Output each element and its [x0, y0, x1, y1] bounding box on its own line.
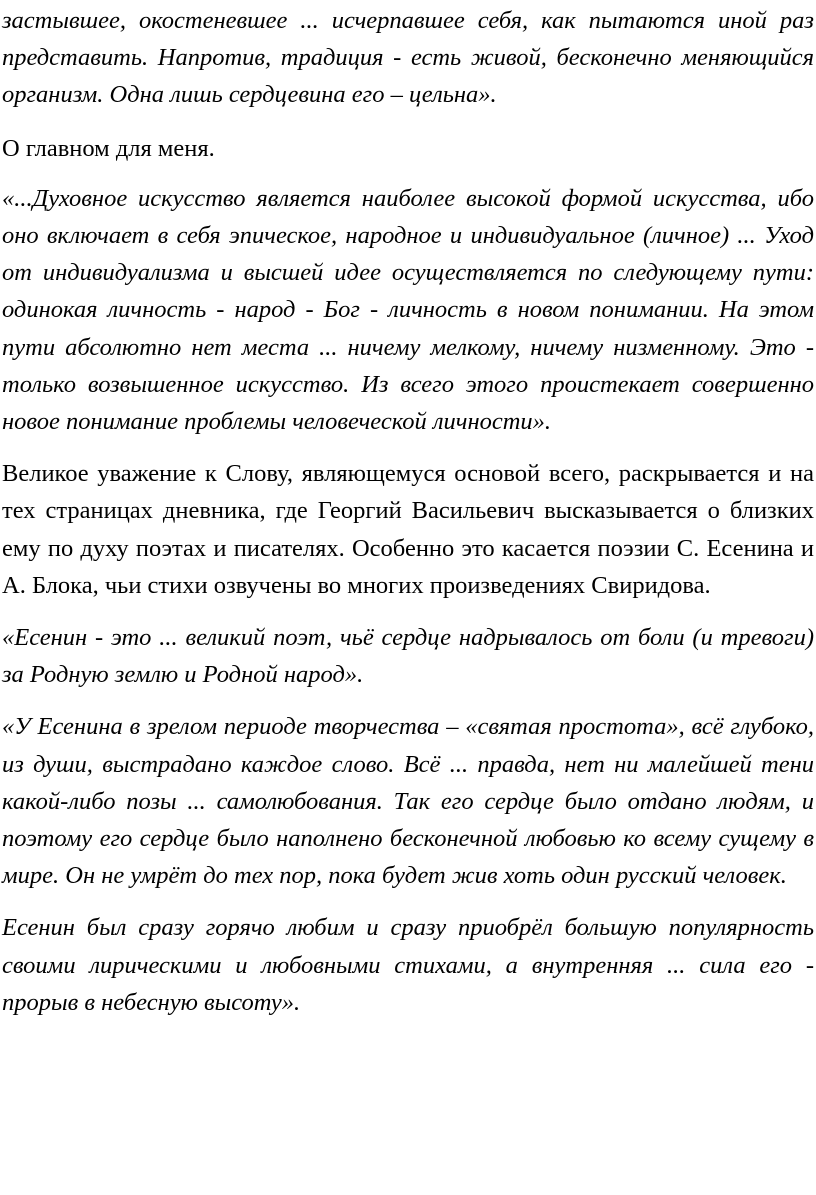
- body-paragraph-respect-for-word: Великое уважение к Слову, являющемуся основой всего, раскрывается и на тех страницах дневника, где Георгий Васильевич высказывается о близких ему по духу поэтах и писателях. Особенно это касается поэзии С. Есенина и А. Блока, чьи стихи озвучены во многих произведениях Свиридова.: [2, 460, 814, 599]
- quote-paragraph-spiritual-art: «...Духовное искусство является наиболее высокой формой искусства, ибо оно включает в себя эпическое, народное и индивидуальное (личное) ... Уход от индивидуализма и высшей идее осуществляется по следующему пути: одинокая личность - народ - Бог - личность в новом понимании. На этом пути абсолютно нет места ... ничему мелкому, ничему низменному. Это - только возвышенное искусство. Из всего этого проистекает совершенно новое понимание проблемы человеческой личности».: [2, 184, 814, 436]
- quote-paragraph-esenin-mature-period: «У Есенина в зрелом периоде творчества – «святая простота», всё глубоко, из души, выстрадано каждое слово. Всё ... правда, нет ни малейшей тени какой-либо позы ... самолюбования. Так его сердце было отдано людям, и поэтому его сердце было наполнено бесконечной любовью ко всему сущему в мире. Он не умрёт до тех пор, пока будет жив хоть один русский человек.: [2, 713, 814, 890]
- quote-paragraph-tradition: застывшее, окостеневшее ... исчерпавшее себя, как пытаются иной раз представить. Напротив, традиция - есть живой, бесконечно меняющийся организм. Одна лишь сердцевина его – цельна».: [2, 7, 814, 109]
- body-paragraph-main-for-me: О главном для меня.: [2, 134, 215, 162]
- quote-paragraph-esenin-great-poet: «Есенин - это ... великий поэт, чьё сердце надрывалось от боли (и тревоги) за Родную землю и Родной народ».: [2, 624, 814, 689]
- quote-paragraph-esenin-popularity: Есенин был сразу горячо любим и сразу приобрёл большую популярность своими лирическими и любовными стихами, а внутренняя ... сила его - прорыв в небесную высоту».: [2, 914, 814, 1016]
